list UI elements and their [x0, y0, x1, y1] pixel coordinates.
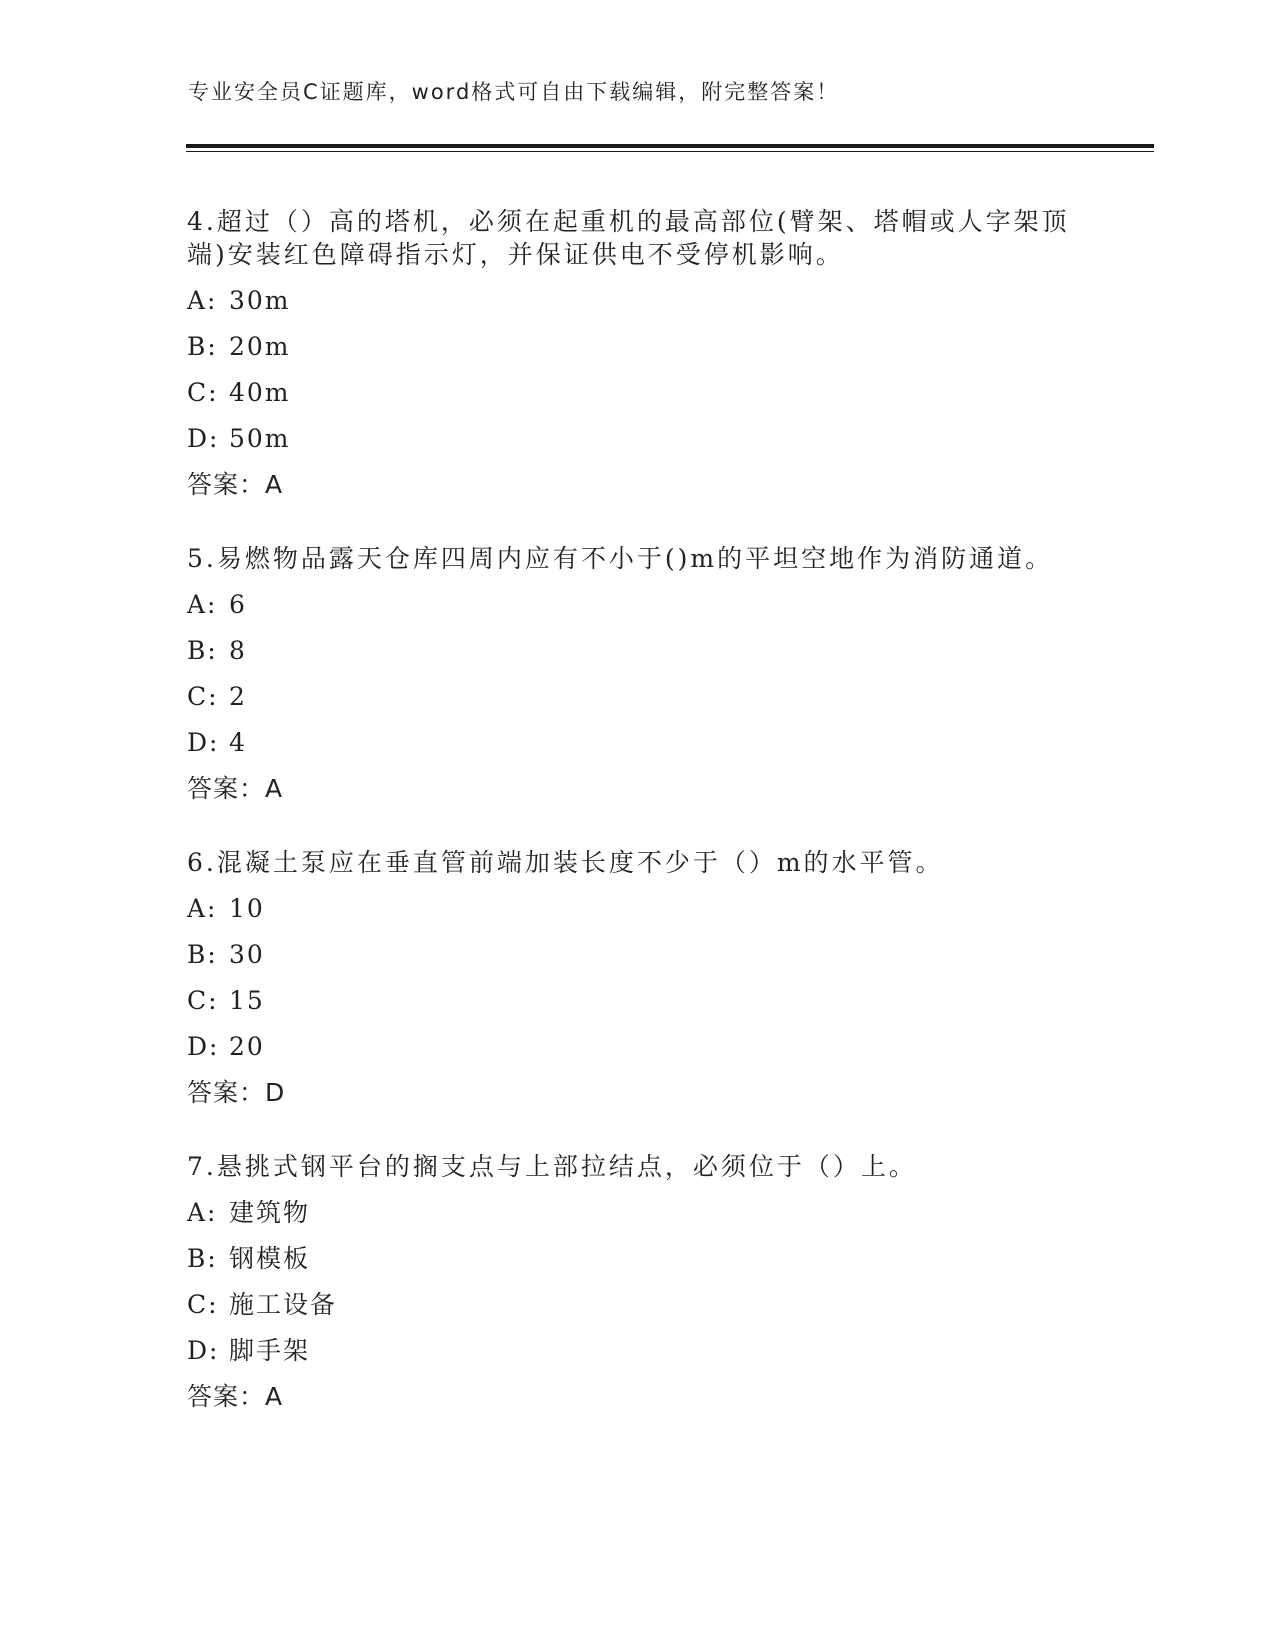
- question-text: 4.超过（）高的塔机，必须在起重机的最高部位(臂架、塔帽或人字架顶端)安装红色障碍指示灯，并保证供电不受停机影响。: [187, 207, 1070, 269]
- option-value: 20: [229, 1032, 265, 1061]
- option-label: C:: [187, 1290, 219, 1319]
- option-value: 2: [229, 682, 247, 711]
- option-value: 脚手架: [229, 1336, 311, 1365]
- answer-text: 答案：A: [187, 470, 284, 499]
- option-value: 30m: [229, 286, 291, 315]
- question-5: [187, 542, 1087, 805]
- option-value: 施工设备: [229, 1290, 338, 1319]
- option-c: [187, 1288, 1087, 1334]
- answer-text: 答案：D: [187, 1078, 286, 1107]
- answer-text: 答案：A: [187, 774, 284, 803]
- option-label: A:: [187, 590, 218, 619]
- option-value: 40m: [229, 378, 291, 407]
- option-d: [187, 726, 1087, 772]
- option-a: [187, 588, 1087, 634]
- option-label: B:: [187, 940, 218, 969]
- option-b: [187, 330, 1087, 376]
- option-label: A:: [187, 286, 218, 315]
- option-value: 20m: [229, 332, 291, 361]
- option-b: [187, 938, 1087, 984]
- option-d: [187, 422, 1087, 468]
- option-d: [187, 1030, 1087, 1076]
- option-label: B:: [187, 332, 218, 361]
- option-a: [187, 284, 1087, 330]
- option-value: 8: [229, 636, 247, 665]
- question-text: 6.混凝土泵应在垂直管前端加装长度不少于（）m的水平管。: [187, 848, 944, 877]
- option-value: 15: [229, 986, 265, 1015]
- option-value: 6: [229, 590, 247, 619]
- question-text: 7.悬挑式钢平台的搁支点与上部拉结点，必须位于（）上。: [187, 1152, 917, 1181]
- header-divider-thick: [186, 144, 1154, 148]
- option-value: 10: [229, 894, 265, 923]
- option-b: [187, 1242, 1087, 1288]
- option-value: 50m: [229, 424, 291, 453]
- option-label: D:: [187, 424, 220, 453]
- option-value: 钢模板: [229, 1244, 311, 1273]
- option-label: B:: [187, 1244, 218, 1273]
- answer-text: 答案：A: [187, 1382, 284, 1411]
- option-c: [187, 376, 1087, 422]
- option-label: D:: [187, 1032, 220, 1061]
- option-label: D:: [187, 728, 220, 757]
- question-6: [187, 846, 1087, 1109]
- header-divider-thin: [186, 151, 1154, 152]
- option-a: [187, 892, 1087, 938]
- option-label: C:: [187, 986, 219, 1015]
- option-value: 建筑物: [229, 1198, 311, 1227]
- question-text: 5.易燃物品露天仓库四周内应有不小于()m的平坦空地作为消防通道。: [187, 544, 1054, 573]
- option-value: 4: [229, 728, 247, 757]
- question-list: [187, 205, 1087, 1454]
- option-value: 30: [229, 940, 265, 969]
- option-a: [187, 1196, 1087, 1242]
- option-label: A:: [187, 1198, 218, 1227]
- question-4: [187, 205, 1087, 501]
- option-label: A:: [187, 894, 218, 923]
- option-label: B:: [187, 636, 218, 665]
- option-c: [187, 984, 1087, 1030]
- document-header: 专业安全员C证题库，word格式可自由下载编辑，附完整答案！: [188, 80, 840, 104]
- option-b: [187, 634, 1087, 680]
- option-d: [187, 1334, 1087, 1380]
- option-label: D:: [187, 1336, 220, 1365]
- question-7: [187, 1150, 1087, 1413]
- option-label: C:: [187, 682, 219, 711]
- option-c: [187, 680, 1087, 726]
- option-label: C:: [187, 378, 219, 407]
